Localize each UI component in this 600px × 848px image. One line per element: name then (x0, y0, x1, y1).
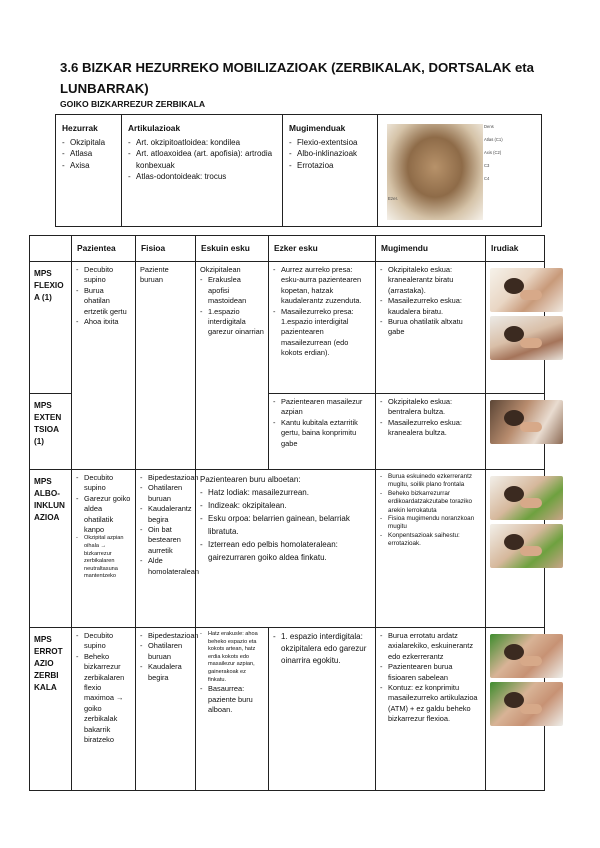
column-header: Eskuin esku (196, 236, 269, 262)
diagram-label: Axis (C2) (484, 150, 502, 155)
table-row (30, 628, 545, 791)
row-label: MPS EXTEN TSIOA (1) (30, 394, 72, 470)
irudiak-cell (486, 470, 545, 628)
list-item: - 1. espazio interdigitala: okzipitalera edo garezur oinarrira egokitu. (273, 631, 371, 667)
list-item: - Okzipitala (62, 137, 116, 149)
list-item: - Burua ohatilan ertzetik gertu (76, 286, 131, 317)
photo (490, 316, 563, 360)
column-header: Mugimendu (376, 236, 486, 262)
diagram-label: C4 (484, 176, 490, 181)
diagram-note: Ezer. (388, 196, 399, 201)
hezurrak-cell (56, 115, 122, 226)
list-item: - Kantu kubitala eztarritik gertu, baina konprimitu gabe (273, 418, 371, 449)
list-item: - Burua ohatilatik altxatu gabe (380, 317, 481, 338)
list-item: - Basaurrea: paziente buru alboan. (200, 684, 264, 715)
list-item: - Indizeak: okzipitalean. (200, 499, 371, 512)
irudiak-cell (486, 394, 545, 470)
list-item: - 1.espazio interdigitala garezur oinarrian (200, 307, 264, 338)
page-title: 3.6 BIZKAR HEZURREKO MOBILIZAZIOAK (ZERBIKALAK, DORTSALAK eta LUNBARRAK) (60, 60, 535, 96)
eskuin-esku-cell (196, 628, 269, 791)
list-item: - Atlas-odontoideak: trocus (128, 171, 277, 183)
eskuin-esku-cell (196, 262, 269, 470)
list-item: - Axisa (62, 160, 116, 172)
cell-text: Okzipitalean (200, 265, 241, 274)
list-item: - Decubito supino (76, 473, 131, 494)
table-header-row (30, 236, 545, 262)
column-header: Pazientea (72, 236, 136, 262)
column-header: Fisioa (136, 236, 196, 262)
artikulazioak-list (128, 137, 277, 183)
photo (490, 268, 563, 312)
diagram-label: Dens (484, 124, 494, 129)
mugimendu-cell (376, 394, 486, 470)
list-item: - Decubito supino (76, 265, 131, 286)
cell-text: Pazientearen buru alboetan: (200, 475, 301, 484)
list-item: - Konpentsazioak saihestu: errotazioak. (380, 532, 481, 549)
list-item: - Erakuslea apofisi mastoidean (200, 275, 264, 306)
pazientea-cell (72, 628, 136, 791)
fisioa-cell (136, 628, 199, 791)
list-item: - Esku orpoa: belarrien gainean, belarriak libratuta. (200, 512, 371, 538)
list-item: - Hatz erakusle: ahoa beheko espazio eta kokots artean, hatz erdia kokots edo masailezur azpian, gainerakoak ez finkatu. (200, 631, 264, 684)
mugimenduak-cell (283, 115, 378, 226)
list-item: - Masailezurreko eskua: kranealera bultza. (380, 418, 481, 439)
mugimendu-cell (376, 262, 486, 394)
cervical-spine-diagram (387, 124, 483, 220)
table-row (30, 470, 545, 628)
list-item: - Albo-inklinazioak (289, 148, 372, 160)
list-item: - Okzipitaleko eskua: kranealerantz biratu (arrastaka). (380, 265, 481, 296)
ezker-esku-cell (269, 262, 376, 394)
hezurrak-list (62, 137, 116, 172)
mugimendu-cell (376, 470, 486, 628)
list-item: - Atlasa (62, 148, 116, 160)
photo (490, 476, 563, 520)
list-item: - Burua eskuinedo ezkerrerantz mugitu, soilik plano frontala (380, 473, 481, 490)
artikulazioak-cell (122, 115, 283, 226)
list-item: - Masailezurreko eskua: kaudalera biratu. (380, 296, 481, 317)
list-item: - Flexio-extentsioa (289, 137, 372, 149)
irudiak-cell (486, 262, 545, 394)
list-item: - Beheko bizkarrezurrar erdikoardatzakzutabe toraziko arekin lerrokatuta (380, 490, 481, 515)
row-label: MPS ALBO-INKLUN AZIOA (30, 470, 72, 628)
ezker-esku-cell (269, 394, 376, 470)
photo (490, 400, 563, 444)
list-item: - Kaudalerantz begira (140, 504, 191, 525)
mugimenduak-list (289, 137, 372, 172)
diagram-label: C3 (484, 163, 490, 168)
photo (490, 682, 563, 726)
photo (490, 524, 563, 568)
list-item: - Aurrez aurreko presa: esku-aurra pazientearen kopetan, hatzak kaudalerantz zuzenduta. (273, 265, 371, 307)
list-item: - Okzipitaleko eskua: bentralera bultza. (380, 397, 481, 418)
list-item: - Okzipital azpian oihala → bizkarrezur zerbikalaren neutraltasuna mantentzeko (76, 535, 131, 581)
pazientea-cell (72, 470, 136, 628)
list-item: - Ohatilaren buruan (140, 483, 191, 504)
list-item: - Burua errotatu ardatz axialarekiko, eskuinerantz edo ezkerrerantz (380, 631, 481, 662)
list-item: - Hatz lodiak: masailezurrean. (200, 486, 371, 499)
pazientea-cell (72, 262, 136, 470)
hezurrak-header: Hezurrak (62, 123, 98, 133)
irudiak-cell (486, 628, 545, 791)
list-item: - Pazientearen masailezur azpian (273, 397, 371, 418)
column-header: Ezker esku (269, 236, 376, 262)
list-item: - Kontuz: ez konprimitu masailezurreko artikulazioa (ATM) + ez galdu beheko bizkarrezur flexioa. (380, 683, 481, 725)
list-item: - Fisioa mugimendu noranzkoan mugitu (380, 515, 481, 532)
cell-text: Paziente buruan (140, 265, 169, 285)
ezker-esku-cell (269, 628, 376, 791)
list-item: - Alde homolateralean (140, 556, 191, 577)
diagram-label: Atlas (C1) (484, 137, 503, 142)
list-item: - Ahoa itxita (76, 317, 131, 327)
mugimendu-cell (376, 628, 486, 791)
list-item: - Pazientearen burua fisioaren sabelean (380, 662, 481, 683)
list-item: - Art. okzipitoatloidea: kondilea (128, 137, 277, 149)
list-item: - Bipedestazioan (140, 473, 191, 483)
esku-cell (196, 470, 376, 628)
list-item: - Decubito supino (76, 631, 131, 652)
section-subtitle: GOIKO BIZKARREZUR ZERBIKALA (60, 99, 206, 109)
list-item: - Kaudalera begira (140, 662, 191, 683)
row-label: MPS FLEXIO A (1) (30, 262, 72, 394)
column-header: Irudiak (486, 236, 545, 262)
list-item: - Ohatilaren buruan (140, 641, 191, 662)
artikulazioak-header: Artikulazioak (128, 123, 181, 133)
list-item: - Garezur goiko aldea ohatilatik kanpo (76, 494, 131, 536)
list-item: - Izterrean edo pelbis homolateralean: gairezurraren goiko aldea finkatu. (200, 538, 371, 564)
fisioa-cell (136, 262, 196, 470)
list-item: - Bipedestazioan (140, 631, 191, 641)
list-item: - Errotazioa (289, 160, 372, 172)
list-item: - Oin bat bestearen aurretik (140, 525, 191, 556)
mugimenduak-header: Mugimenduak (289, 123, 346, 133)
diagram-labels (484, 124, 534, 189)
list-item: - Masailezurreko presa: 1.espazio interdigital pazientearen masailezurrean (edo kokots erdian). (273, 307, 371, 359)
table-row (30, 262, 545, 394)
photo (490, 634, 563, 678)
mobilization-table (29, 235, 545, 791)
list-item: - Art. atloaxoidea (art. apofisia): artrodia konbexuak (128, 148, 277, 171)
fisioa-cell (136, 470, 199, 628)
row-label: MPS ERROT AZIO ZERBI KALA (30, 628, 72, 791)
column-header (30, 236, 72, 262)
list-item: - Beheko bizkarrezur zerbikalaren flexio maximoa → goiko zerbikalak bakarrik biratzeko (76, 652, 131, 746)
